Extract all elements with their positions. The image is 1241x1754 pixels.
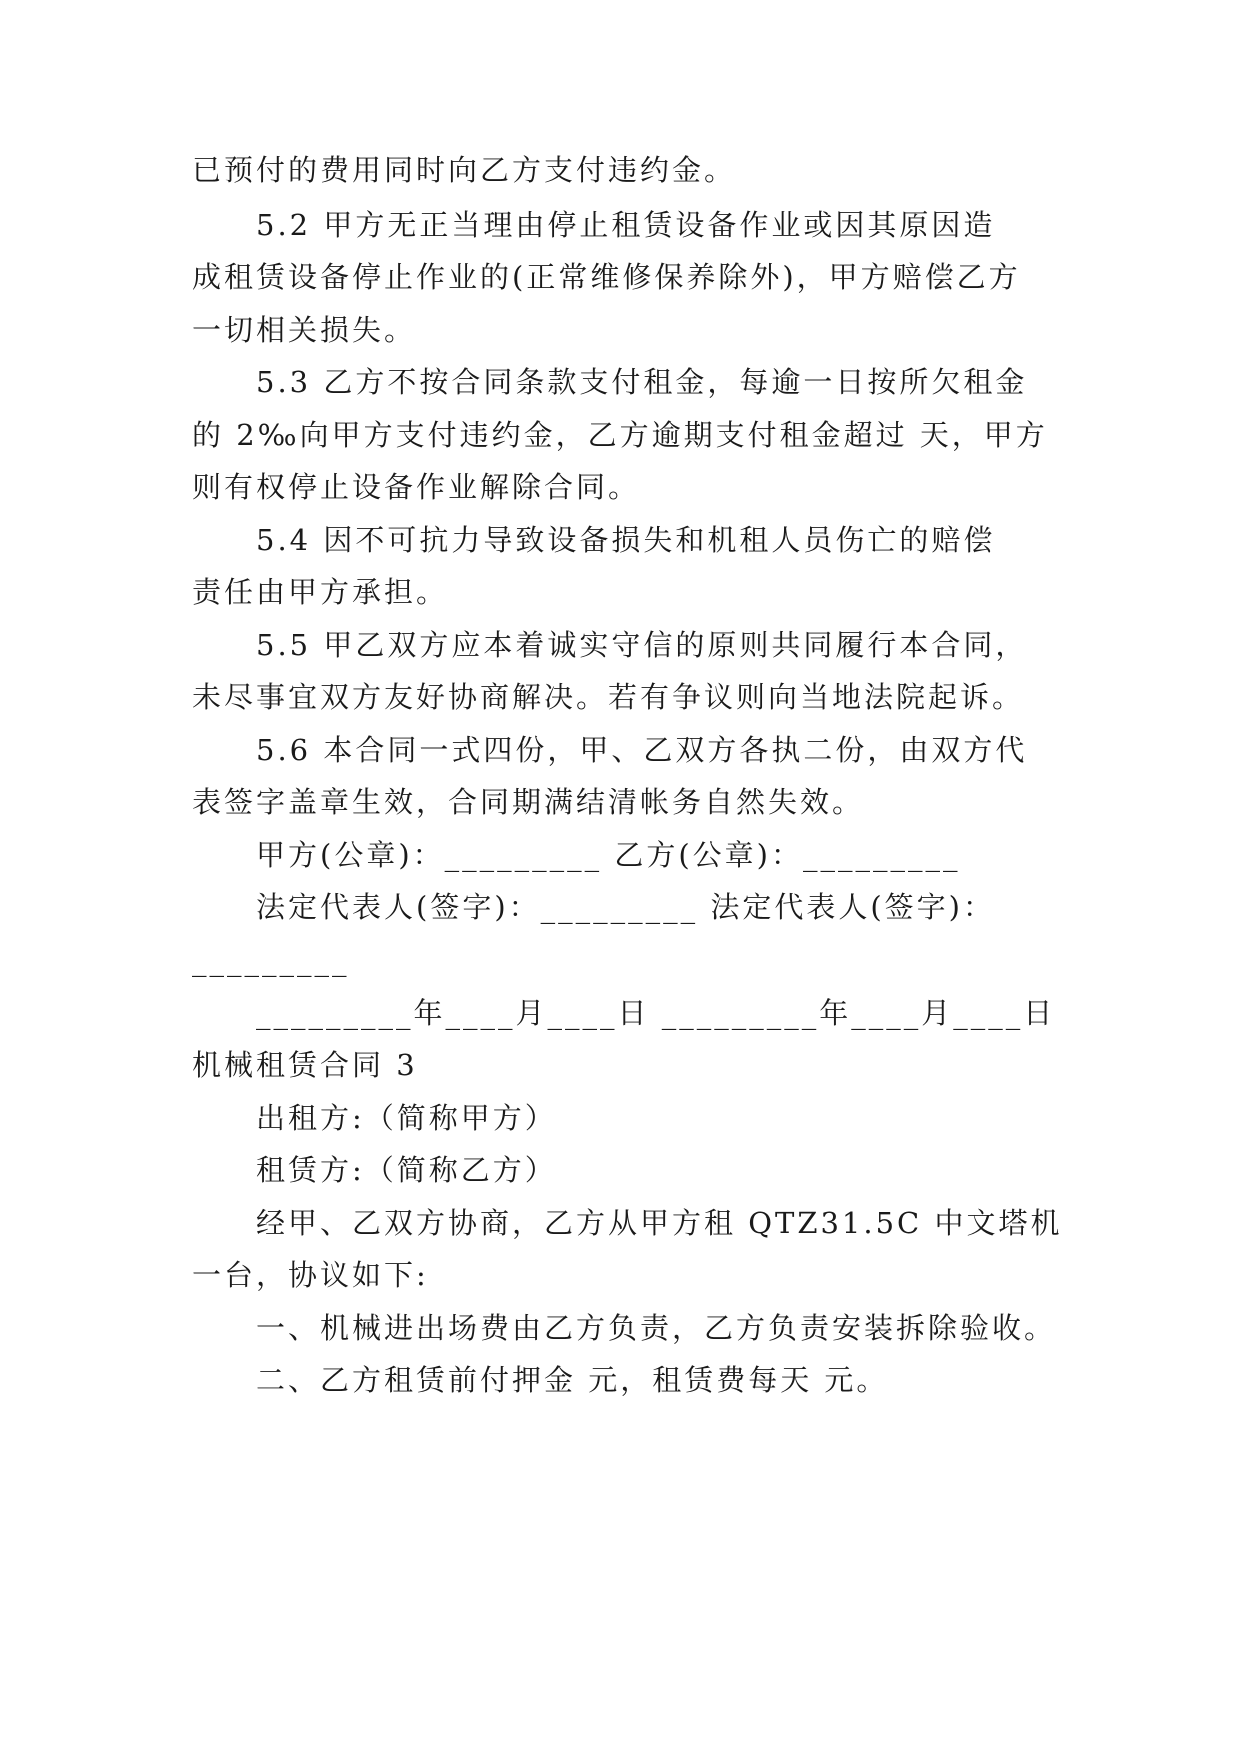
text-line: 表签字盖章生效，合同期满结清帐务自然失效。 [192, 785, 865, 819]
text-line: 则有权停止设备作业解除合同。 [192, 470, 641, 504]
text-line: 未尽事宜双方友好协商解决。若有争议则向当地法院起诉。 [192, 680, 1025, 714]
text-line: 责任由甲方承担。 [192, 575, 449, 609]
lessor-line: 出租方:（简称甲方） [256, 1101, 557, 1135]
text-line: 的 2‰向甲方支付违约金，乙方逾期支付租金超过 天，甲方 [192, 418, 1048, 452]
clause-5-6: 5.6 本合同一式四份，甲、乙双方各执二份，由双方代 [256, 733, 1028, 767]
signature-blank: _________ [192, 943, 350, 977]
text-line: 一台，协议如下: [192, 1258, 429, 1292]
lessee-line: 租赁方:（简称乙方） [256, 1153, 557, 1187]
contract-title: 机械租赁合同 3 [192, 1048, 418, 1082]
agreement-intro: 经甲、乙双方协商，乙方从甲方租 QTZ31.5C 中文塔机 [256, 1206, 1063, 1240]
text-line: 已预付的费用同时向乙方支付违约金。 [192, 153, 737, 187]
representative-signature-line: 法定代表人(签字)：_________ 法定代表人(签字)： [256, 890, 995, 924]
clause-5-5: 5.5 甲乙双方应本着诚实守信的原则共同履行本合同， [256, 628, 1028, 662]
clause-5-2: 5.2 甲方无正当理由停止租赁设备作业或因其原因造 [256, 208, 996, 242]
date-line: _________年____月____日 _________年____月____日 [256, 996, 1056, 1030]
clause-5-4: 5.4 因不可抗力导致设备损失和机租人员伤亡的赔偿 [256, 523, 996, 557]
text-line: 一切相关损失。 [192, 313, 417, 347]
text-line: 成租赁设备停止作业的(正常维修保养除外)，甲方赔偿乙方 [192, 260, 1021, 294]
article-1: 一、机械进出场费由乙方负责，乙方负责安装拆除验收。 [256, 1311, 1057, 1345]
party-seal-line: 甲方(公章)：_________ 乙方(公章)：_________ [256, 838, 961, 872]
article-2: 二、乙方租赁前付押金 元，租赁费每天 元。 [256, 1363, 889, 1397]
clause-5-3: 5.3 乙方不按合同条款支付租金，每逾一日按所欠租金 [256, 365, 1028, 399]
